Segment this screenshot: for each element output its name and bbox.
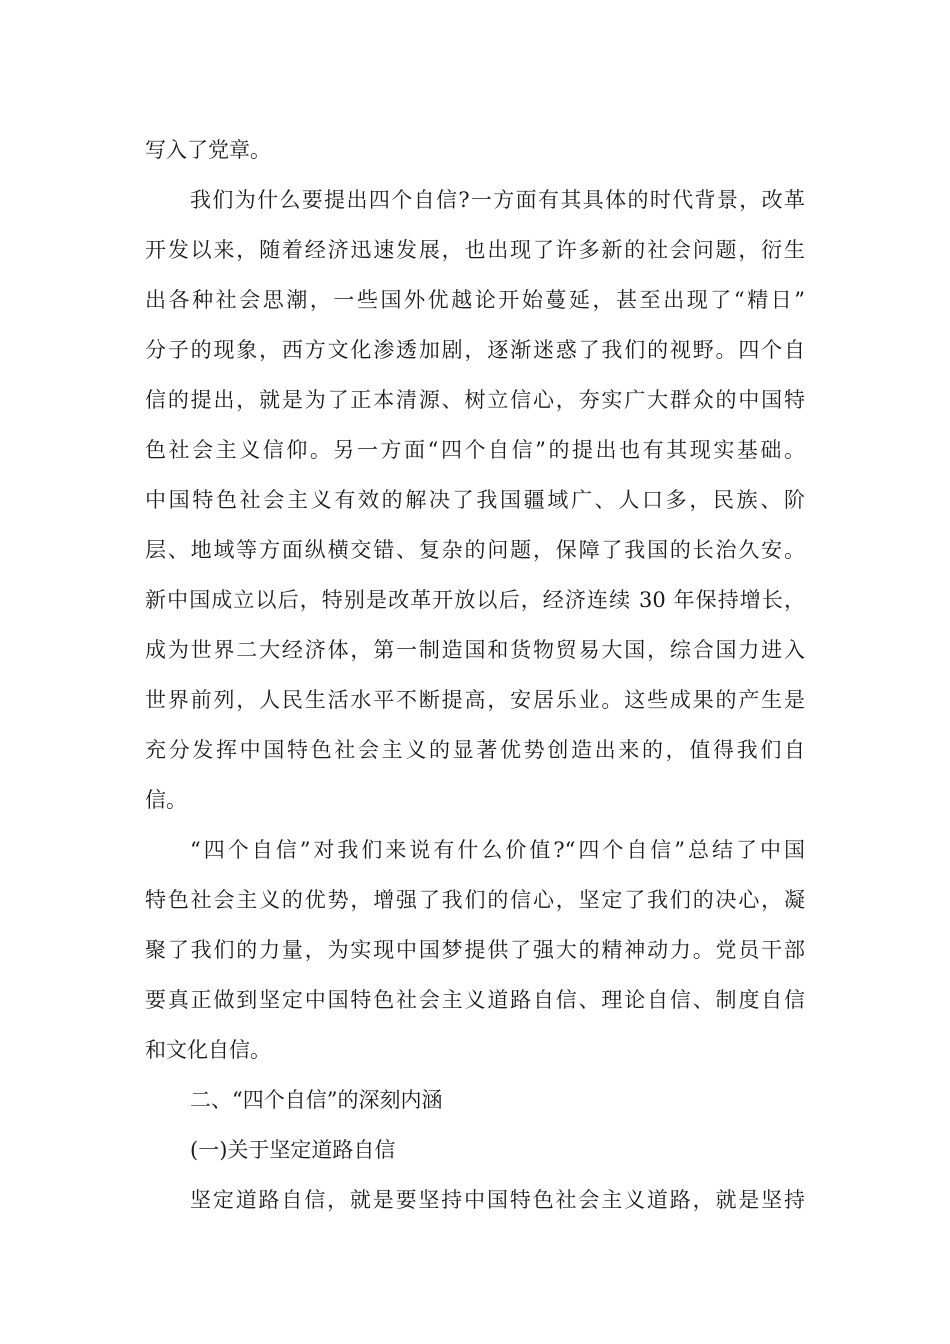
text-line: “四个自信”对我们来说有什么价值?“四个自信”总结了中国 bbox=[190, 838, 805, 862]
text-line: 开发以来，随着经济迅速发展，也出现了许多新的社会问题，衍生 bbox=[145, 238, 805, 262]
text-line: 中国特色社会主义有效的解决了我国疆域广、人口多，民族、阶 bbox=[145, 488, 805, 512]
text-line: 成为世界二大经济体，第一制造国和货物贸易大国，综合国力进入 bbox=[145, 638, 805, 662]
text-line: 写入了党章。 bbox=[145, 138, 271, 162]
text-line: 层、地域等方面纵横交错、复杂的问题，保障了我国的长治久安。 bbox=[145, 538, 805, 562]
text-line: 充分发挥中国特色社会主义的显著优势创造出来的，值得我们自 bbox=[145, 738, 805, 762]
section-heading: 二、“四个自信”的深刻内涵 bbox=[190, 1088, 443, 1112]
text-line: 信。 bbox=[145, 788, 187, 812]
text-line: 色社会主义信仰。另一方面“四个自信”的提出也有其现实基础。 bbox=[145, 438, 805, 462]
text-line: 新中国成立以后，特别是改革开放以后，经济连续 30 年保持增长， bbox=[145, 588, 805, 612]
subsection-heading: (一)关于坚定道路自信 bbox=[190, 1138, 396, 1162]
text-line: 要真正做到坚定中国特色社会主义道路自信、理论自信、制度自信 bbox=[145, 988, 805, 1012]
text-line: 坚定道路自信，就是要坚持中国特色社会主义道路，就是坚持 bbox=[190, 1188, 805, 1212]
text-line: 出各种社会思潮，一些国外优越论开始蔓延，甚至出现了“精日” bbox=[145, 288, 805, 312]
text-line: 我们为什么要提出四个自信?一方面有其具体的时代背景，改革 bbox=[190, 188, 805, 212]
text-line: 信的提出，就是为了正本清源、树立信心，夯实广大群众的中国特 bbox=[145, 388, 805, 412]
text-line: 世界前列，人民生活水平不断提高，安居乐业。这些成果的产生是 bbox=[145, 688, 805, 712]
text-line: 分子的现象，西方文化渗透加剧，逐渐迷惑了我们的视野。四个自 bbox=[145, 338, 805, 362]
text-line: 特色社会主义的优势，增强了我们的信心，坚定了我们的决心，凝 bbox=[145, 888, 805, 912]
text-line: 聚了我们的力量，为实现中国梦提供了强大的精神动力。党员干部 bbox=[145, 938, 805, 962]
text-line: 和文化自信。 bbox=[145, 1038, 271, 1062]
